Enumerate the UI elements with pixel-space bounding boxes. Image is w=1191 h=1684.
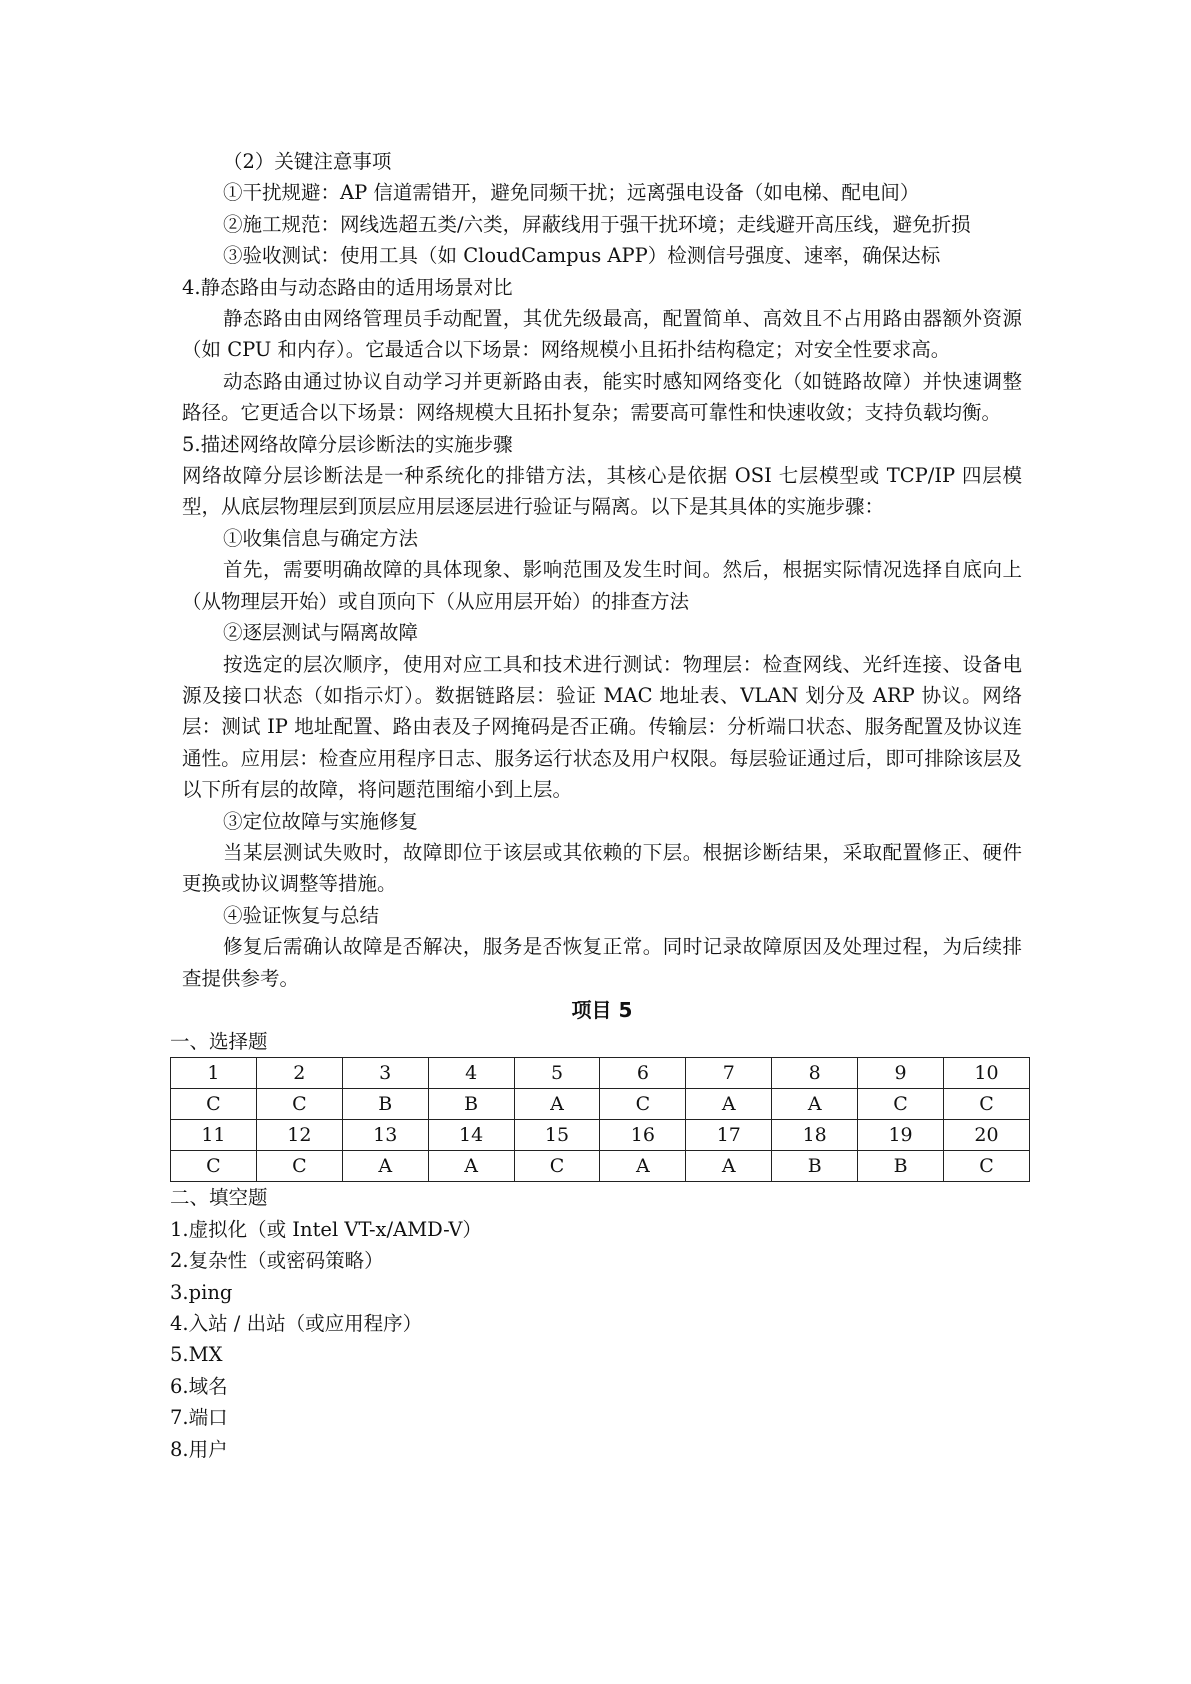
table-cell: A <box>342 1151 428 1182</box>
subsection-heading: （2）关键注意事项 <box>223 150 392 173</box>
table-cell: C <box>858 1089 944 1120</box>
table-cell: 7 <box>686 1058 772 1089</box>
table-cell: 19 <box>858 1120 944 1151</box>
answer-table <box>170 1057 1030 1182</box>
list-item: 3.ping <box>170 1280 233 1304</box>
table-row <box>171 1058 1030 1089</box>
table-cell: 8 <box>772 1058 858 1089</box>
table-cell: 9 <box>858 1058 944 1089</box>
paragraph: 动态路由通过协议自动学习并更新路由表，能实时感知网络变化（如链路故障）并快速调整路径。它更适合以下场景：网络规模大且拓扑复杂；需要高可靠性和快速收敛；支持负载均衡。 <box>182 369 1022 425</box>
table-cell: B <box>428 1089 514 1120</box>
table-cell: C <box>600 1089 686 1120</box>
answer-table-wrapper <box>170 1057 1030 1182</box>
table-cell: 10 <box>944 1058 1030 1089</box>
question-heading: 5.描述网络故障分层诊断法的实施步骤 <box>182 432 513 456</box>
table-cell: 2 <box>256 1058 342 1089</box>
table-row <box>171 1151 1030 1182</box>
table-cell: B <box>342 1089 428 1120</box>
table-cell: 11 <box>171 1120 257 1151</box>
step-title: ④验证恢复与总结 <box>223 903 380 927</box>
note-item: ③验收测试：使用工具（如 CloudCampus APP）检测信号强度、速率，确保达标 <box>223 244 941 268</box>
table-cell: 1 <box>171 1058 257 1089</box>
table-cell: 6 <box>600 1058 686 1089</box>
table-cell: C <box>256 1151 342 1182</box>
paragraph: 按选定的层次顺序，使用对应工具和技术进行测试：物理层：检查网线、光纤连接、设备电源及接口状态（如指示灯）。数据链路层：验证 MAC 地址表、VLAN 划分及 ARP 协议。网络层：测试 IP 地址配置、路由表及子网掩码是否正确。传输层：分析端口状态、服务配置及协议连通性。应用层：检查应用程序日志、服务运行状态及用户权限。每层验证通过后，即可排除该层及以下所有层的故障，将问题范围缩小到上层。 <box>182 652 1022 802</box>
table-cell: C <box>256 1089 342 1120</box>
section-heading: 二、填空题 <box>170 1186 268 1210</box>
table-cell: C <box>171 1151 257 1182</box>
table-cell: C <box>944 1151 1030 1182</box>
table-row <box>171 1120 1030 1151</box>
table-cell: 3 <box>342 1058 428 1089</box>
project-title: 项目 5 <box>571 997 633 1022</box>
list-item: 4.入站 / 出站（或应用程序） <box>170 1312 423 1335</box>
table-cell: 20 <box>944 1120 1030 1151</box>
list-item: 2.复杂性（或密码策略） <box>170 1249 384 1273</box>
question-heading: 4.静态路由与动态路由的适用场景对比 <box>182 275 513 299</box>
table-cell: 15 <box>514 1120 600 1151</box>
table-cell: C <box>514 1151 600 1182</box>
table-cell: 12 <box>256 1120 342 1151</box>
paragraph: 网络故障分层诊断法是一种系统化的排错方法，其核心是依据 OSI 七层模型或 TCP/IP 四层模型，从底层物理层到顶层应用层逐层进行验证与隔离。以下是其具体的实施步骤： <box>182 464 1022 519</box>
list-item: 8.用户 <box>170 1437 228 1461</box>
table-cell: 18 <box>772 1120 858 1151</box>
table-cell: 13 <box>342 1120 428 1151</box>
table-cell: A <box>772 1089 858 1120</box>
paragraph: 首先，需要明确故障的具体现象、影响范围及发生时间。然后，根据实际情况选择自底向上（从物理层开始）或自顶向下（从应用层开始）的排查方法 <box>182 558 1022 613</box>
list-item: 1.虚拟化（或 Intel VT-x/AMD-V） <box>170 1217 482 1241</box>
table-cell: B <box>772 1151 858 1182</box>
step-title: ③定位故障与实施修复 <box>223 809 419 833</box>
list-item: 6.域名 <box>170 1374 228 1398</box>
table-cell: B <box>858 1151 944 1182</box>
table-cell: 17 <box>686 1120 772 1151</box>
step-title: ①收集信息与确定方法 <box>223 526 419 550</box>
table-cell: 4 <box>428 1058 514 1089</box>
section-heading: 一、选择题 <box>170 1029 268 1053</box>
table-cell: A <box>686 1151 772 1182</box>
document-page <box>170 146 1022 1465</box>
table-cell: A <box>514 1089 600 1120</box>
table-cell: C <box>171 1089 257 1120</box>
table-cell: 14 <box>428 1120 514 1151</box>
list-item: 7.端口 <box>170 1406 228 1430</box>
table-cell: 16 <box>600 1120 686 1151</box>
table-row <box>171 1089 1030 1120</box>
table-cell: A <box>600 1151 686 1182</box>
table-cell: C <box>944 1089 1030 1120</box>
paragraph: 当某层测试失败时，故障即位于该层或其依赖的下层。根据诊断结果，采取配置修正、硬件更换或协议调整等措施。 <box>182 840 1022 896</box>
table-cell: A <box>428 1151 514 1182</box>
paragraph: 静态路由由网络管理员手动配置，其优先级最高，配置简单、高效且不占用路由器额外资源（如 CPU 和内存）。它最适合以下场景：网络规模小且拓扑结构稳定；对安全性要求高。 <box>182 307 1022 362</box>
fill-answer-list <box>170 1214 1022 1465</box>
step-title: ②逐层测试与隔离故障 <box>223 621 419 645</box>
note-item: ①干扰规避：AP 信道需错开，避免同频干扰；远离强电设备（如电梯、配电间） <box>223 181 920 205</box>
paragraph: 修复后需确认故障是否解决，服务是否恢复正常。同时记录故障原因及处理过程，为后续排查提供参考。 <box>182 935 1022 990</box>
list-item: 5.MX <box>170 1343 223 1367</box>
table-cell: A <box>686 1089 772 1120</box>
note-item: ②施工规范：网线选超五类/六类，屏蔽线用于强干扰环境；走线避开高压线，避免折损 <box>223 212 971 236</box>
table-cell: 5 <box>514 1058 600 1089</box>
